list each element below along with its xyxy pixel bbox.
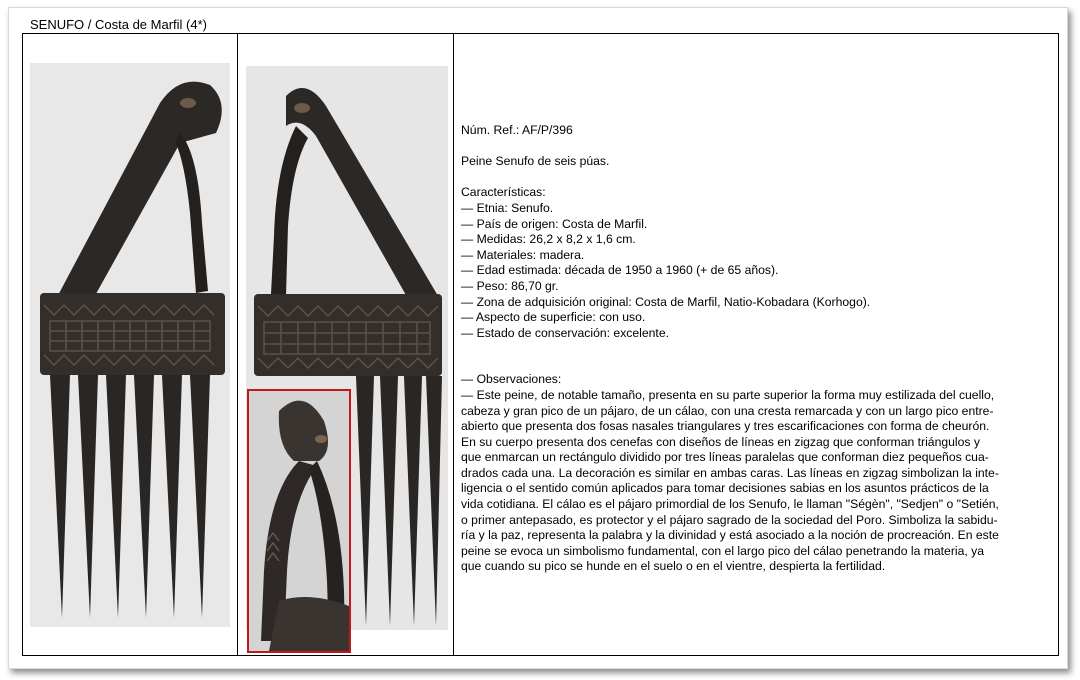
observations-line: peine se evoca un simbolismo fundamental, con el largo pico del cálao penetrando la materia, ya (461, 543, 985, 558)
feature-item: — Edad estimada: década de 1950 a 1960 (+ de 65 años). (461, 263, 779, 278)
observations-line: vida cotidiana. El cálao es el pájaro primordial de los Senufo, le llaman "Ségèn", "Sedjen" o "Setién, (461, 497, 999, 512)
feature-item: — Estado de conservación: excelente. (461, 325, 669, 340)
feature-item: — Etnia: Senufo. (461, 200, 554, 215)
feature-item: — País de origen: Costa de Marfil. (461, 216, 648, 231)
feature-item: — Materiales: madera. (461, 247, 585, 262)
column-divider-2 (453, 33, 454, 656)
hornbill-head-detail-icon (249, 391, 349, 651)
observations-text (461, 388, 1049, 575)
column-divider-1 (237, 33, 238, 656)
observations-line: que enmarcan un rectángulo dividido por tres líneas paralelas que conforman diez pequeños cua- (461, 450, 989, 465)
comb-detail-photo (247, 389, 351, 653)
comb-front-photo (30, 63, 230, 627)
observations-line: abierto que presenta dos fosas nasales triangulares y tres escarificaciones con forma de cheurón. (461, 419, 990, 434)
description-panel (461, 123, 1049, 575)
features-heading: Características: (461, 185, 546, 200)
observations-line: ría y la paz, representa la palabra y la divinidad y está asociado a la noción de procreación. En este (461, 528, 999, 543)
observations-heading: — Observaciones: (461, 372, 562, 387)
item-subtitle: Peine Senufo de seis púas. (461, 154, 610, 169)
reference-number: Núm. Ref.: AF/P/396 (461, 123, 573, 137)
observations-line: cabeza y gran pico de un pájaro, de un cálao, con una cresta remarcada y con un largo pico entre- (461, 403, 994, 418)
feature-item: — Zona de adquisición original: Costa de Marfil, Natio-Kobadara (Korhogo). (461, 294, 871, 309)
observations-line: o primer antepasado, es protector y el pájaro sagrado de la sociedad del Poro. Simboliza la sabidu- (461, 512, 998, 527)
feature-item: — Aspecto de superficie: con uso. (461, 310, 646, 325)
hornbill-comb-front-icon (30, 63, 230, 627)
feature-item: — Peso: 86,70 gr. (461, 278, 559, 293)
observations-line: ligencia o el sentido común aplicados para tomar decisiones sabias en los asuntos prácticos de la (461, 481, 989, 496)
observations-line: — Este peine, de notable tamaño, presenta en su parte superior la forma muy estilizada del cuello, (461, 387, 995, 402)
observations-line: que cuando su pico se hunde en el suelo o en el vientre, despierta la fertilidad. (461, 559, 886, 574)
observations-line: drados cada una. La decoración es similar en ambas caras. Las líneas en zigzag simbolizan la inte- (461, 465, 999, 480)
observations-line: En su cuerpo presenta dos cenefas con diseños de líneas en zigzag que conforman triángulos y (461, 434, 980, 449)
feature-item: — Medidas: 26,2 x 8,2 x 1,6 cm. (461, 232, 636, 247)
page-title: SENUFO / Costa de Marfil (4*) (30, 17, 207, 32)
